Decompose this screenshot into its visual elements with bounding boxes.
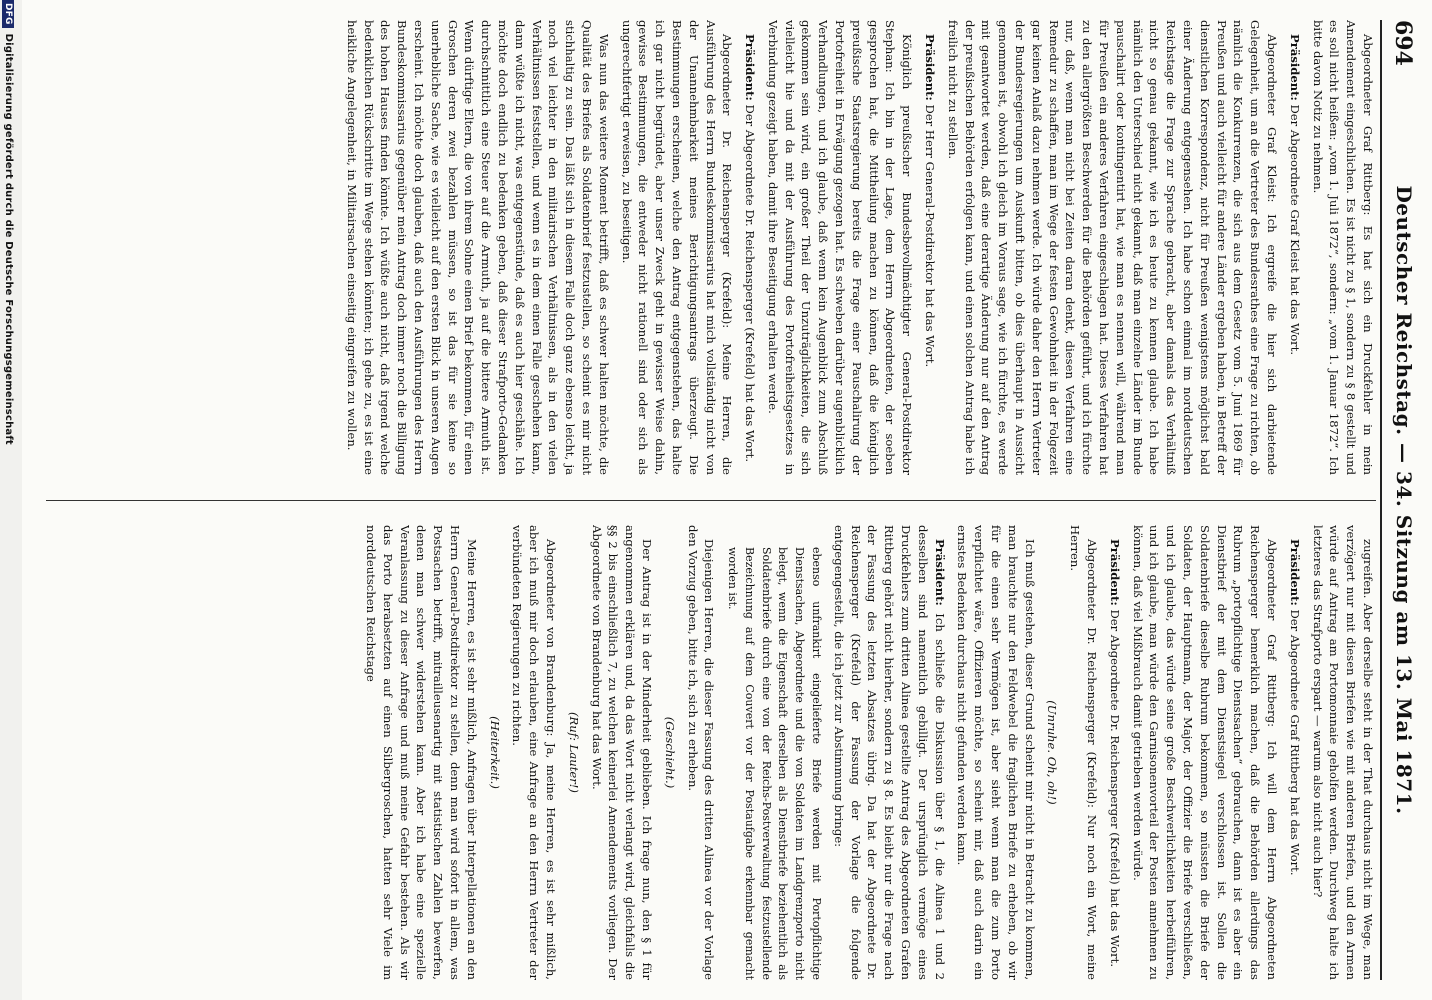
speech-paragraph [588,525,655,980]
left-column [46,20,1376,475]
speech-paragraph [1286,525,1303,980]
speech-paragraph [1309,525,1376,980]
speech-paragraph [1129,525,1280,980]
speech-paragraph [944,20,1280,475]
speech-text: Was nun das weitere Moment betrifft, daß es schwer halten möchte, die Qualität des Briefes als Soldatenbrief festzustellen, so scheint es mir nicht stichhaltig zu sein. Das läßt sich in diesem Falle doch ganz ebenso leicht, ja noch viel leichter in den militairischen Verhältnissen, als in den vielen Verhältnissen feststellen, und wenn es in dem einen Falle geschehen kann, dann wüßte ich nicht, was entgegenstünde, daß es auch hier geschähe. Ich möchte doch endlich zu bedenken geben, daß dieser Strafporto-Gedanken durchschnittlich eine Steuer auf die Armuth, ja auf die bittere Armuth ist. Wenn dürftige Eltern, die von ihrem Sohne einen Brief bekommen, für einen Groschen deren zwei bezahlen müssen, so ist das für sie keine so unerhebliche Sache, wie es vielleicht auf den ersten Blick in unseren Augen erscheint. Ich möchte doch glauben, daß auch den Ausführungen des Herrn Bundeskommissarius gegenüber mein Antrag doch immer noch die Billigung des hohen Hauses finden könnte. Ich wüßte auch nicht, daß irgend welche bedenklichen Rückschritte im Wege stehen könnten; ich gehe zu, es ist eine heikliche Angelegenheit, in Militairsachen einseitig eingreifen zu wollen. [344,20,611,475]
speech-text: Der Herr General-Postdirektor hat das Wort. [923,104,938,368]
speech-paragraph [362,525,480,980]
speech-paragraph [343,20,612,475]
speech-text: Der Antrag ist in der Minderheit geblieben. Ich frage nun, den § 1 für angenommen erklären und, da das Wort nicht verlangt wird, gleichfalls die §§ 2 bis einschließlich 7, zu welchen keinerlei Amendements vorliegen. Der Abgeordnete von Brandenburg hat das Wort. [589,525,654,980]
speech-paragraph [764,20,915,475]
speech-text: Königlich preußischer Bundesbevollmächtigter General-Postdirektor Stephan: Ich bin in der Lage, dem Herrn Abgeordneten, der soeben gesprochen hat, die Mittheilung machen zu können, daß die königlich preußische Staatsregierung bereits die Frage einer Pauschalirung der Portofreiheit in Erwägung gezogen hat. Es schweben darüber augenblicklich Verhandlungen, und ich glaube, daß wenn kein Augenblick zum Abschluß gekommen sein wird, ein großer Theil der Unzuträglichkeiten, die sich vielleicht hie und da mit der Ausführung des Portofreiheitsgesetzes in Verbindung gezeigt haben, damit ihre Beseitigung erhalten werde. [765,20,915,475]
speech-paragraph [1286,20,1303,475]
speaker-label: Präsident: [932,539,947,606]
speech-text: Abgeordneter Graf Rittberg: Es hat sich ein Druckfehler in mein Amendement eingeschlichen. Es ist nicht zu § 1, sondern zu § 8 gestellt und es soll nicht heißen: „vom 1. Juli 1872“, sondern: „vom 1. Januar 1872“. Ich bitte davon Notiz zu nehmen. [1310,20,1375,475]
dfg-logo: DFG [2,0,14,28]
stage-direction: (Ruf: Lauter!) [566,712,581,793]
speech-text: Abgeordneter Graf Rittberg: Ich will dem Herrn Abgeordneten Reichensperger bemerklich machen, daß die Behörden allerdings das Rubrum „portopflichtige Dienstsachen“ gebrauchen, dann ist es aber ein Dienstbrief der mit dem Dienstsiegel verschlossen ist. Sollen die Soldatenbriefe dieselbe Rubrum bekommen, so müssten die Briefe der Soldaten, der Hauptmann, der Major, der Offizier die Briefe verschließen, und ich glaube, das würde seine große Beschwerlichkeiten herbeiführen, und ich glaube, man würde den Garnisonenvorteil der Posten annehmen zu können, daß viel Mißbrauch damit getrieben werden würde. [1130,525,1280,980]
running-title: Deutscher Reichstag. — 34. Sitzung am 13. Mai 1871. [1392,185,1416,815]
stage-direction: (Geschieht.) [662,716,677,789]
speaker-label: Präsident: [743,34,758,101]
speech-text: Der Abgeordnete Graf Kleist hat das Wort. [1287,104,1302,356]
speech-text: Ich muß gestehen, dieser Grund scheint mir nicht in Betracht zu kommen, man brauchte nur den Feldwebel die fraglichen Briefe zu erheben, ob wir für die einen sehr Vermögen ist, aber sieht wenn man die zum Porto verpflichtet wäre, Offizieren möchte, so scheint mir, daß auch darin ein ernstes Bedenken durchaus nicht gefunden werden kann. [955,525,1037,980]
text-columns [46,20,1376,980]
speech-text: Der Abgeordnete Dr. Reichensperger (Krefeld) hat das Wort. [743,104,758,463]
right-column [46,525,1376,980]
speech-text: Der Abgeordnete Graf Rittberg hat das Wort. [1287,609,1302,876]
speech-paragraph [1309,20,1376,475]
speech-text: Meine Herren, es ist sehr mißlich, Anfragen über Interpellationen an den Herrn General-Postdirektor zu stellen, denn man wird sofort in allem, was Postsachen betrifft, mitrailleusenartig mit statistischen Zahlen bewerfen, denen man schwer widerstehen kann. Aber ich habe eine spezielle Veranlassung zu dieser Anfrage und muß meine Gefahr bestehen. Als wir das Porto herabsetzten auf einen Silbergroschen, hatten sehr Viele im norddeutschen Reichstage [363,525,479,980]
digitization-footer [0,0,14,1000]
speech-paragraph [1106,525,1123,980]
speech-paragraph [684,525,718,980]
footer-text: Digitalisierung gefördert durch die Deutsche Forschungsgemeinschaft [3,33,14,445]
page-header [1380,20,1422,980]
speech-paragraph [509,525,559,980]
speaker-label: Präsident: [1287,34,1302,101]
speech-paragraph [618,20,736,475]
speech-text: Ich schließe die Diskussion über § 1, die Alinea 1 und 2 desselben sind namentlich gebilligt. Der ursprünglich vermöge eines Druckfehlers zum dritten Alinea gestellte Antrag des Abgeordneten Grafen Rittberg gehört nicht hierher, sondern zu § 8. Es bleibt nur die Frage nach der Fassung des letzten Absatzes übrig. Da hat der Abgeordnete Dr. Reichensperger (Krefeld) der Fassung der Vorlage die folgende entgegengestellt, die ich jetzt zur Abstimmung bringe: [831,525,947,980]
speaker-label: Präsident: [923,34,938,101]
speech-paragraph [741,20,758,475]
speech-text: Diejenigen Herren, die dieser Fassung des dritten Alinea vor der Vorlage den Vorzug geben, bitte ich, sich zu erheben. [685,525,717,980]
motion-text: ebenso unfrankirt eingelieferte Briefe werden mit Portopflichtige Dienstsachen, Abgeordnete und die von Soldaten im Landgrenzporto nicht belegt, wenn die Eigenschaft derselben als Dienstbriefe beziehentlich als Soldatenbriefe durch eine von der Reichs-Postverwaltung festzustellende Bezeichnung auf dem Couvert vor der Postaufgabe erkennbar gemacht worden ist. [726,547,824,980]
speech-text: Abgeordneter von Brandenburg: Ja, meine Herren, es ist sehr mißlich, aber ich muß mir doch erlauben, eine Anfrage an den Herrn Vertreter der verbündeten Regierungen zu richten. [510,525,558,980]
speaker-label: Präsident: [1107,539,1122,606]
stage-direction: (Unruhe. Oh, oh!) [1045,700,1060,805]
page-number: 694 [1390,20,1416,66]
speech-text: Abgeordneter Dr. Reichensperger (Krefeld): Nur noch ein Wort, meine Herren. [1068,525,1100,980]
speech-text: Abgeordneter Dr. Reichensperger (Krefeld): Meine Herren, die Ausführung des Herrn Bundeskommissarius hat mich vollständig nicht von der Unannehmbarkeit meines Berichtigungsantrags überzeugt. Die Bestimmungen erscheinen, welche den Antrag entgegenstehen, das halte ich gar nicht begründet, aber unser Zweck geht in gewisser Weise dahin, gewisse Bestimmungen, die entweder nicht rationell sind oder sich als ungerechtfertigt erweisen, zu beseitigen. [619,20,735,475]
column-divider [46,500,1376,501]
stage-direction: (Heiterkeit.) [487,716,502,789]
speech-paragraph [830,525,948,980]
speaker-label: Präsident: [1287,539,1302,606]
speech-paragraph [954,525,1038,980]
speech-paragraph [1066,525,1100,980]
speech-text: Der Abgeordnete Dr. Reichensperger (Krefeld) hat das Wort. [1107,609,1122,968]
speech-paragraph [921,20,938,475]
speech-text: zugreifen. Aber derselbe steht in der That durchaus nicht im Wege, man verzögert nur mit diesen Briefen wie mit anderen Briefen, und den Armen würde auf Antrag am Portomonnaie geholfen werden. Durchweg halte ich letzteres das Strafporto erspart — warum also nicht auch hier? [1310,525,1375,980]
speech-text: Abgeordneter Graf Kleist: Ich ergreife die hier sich darbietende Gelegenheit, um an die Vertreter des Bundesrathes eine Frage zu richten, ob nämlich die Konkurrenzen, die sich aus dem Gesetz vom 5. Juni 1869 für Preußen und auch vielleicht für andere Länder ergeben haben, in Betreff der dienstlichen Korrespondenz, nicht für Preußen wenigstens möglichst bald einer Änderung entgegensehen. Ich habe schon einmal im norddeutschen Reichstage die Frage zur Sprache gebracht, aber damals das Verhältniß nicht so genau gekannt, wie ich es heute zu kennen glaube. Ich habe nämlich den Unterschied nicht gekannt, daß man einzelne Länder im Bunde pauschalirt oder kontingentirt hat, wie man es nennen will, während man für Preußen ein anderes Verfahren eingeschlagen hat. Dieses Verfahren hat zu den allergrößten Beschwerden für die Behörden geführt, und ich fürchte nur, daß, wenn man nicht bei Zeiten daran denkt, diesen Verfahren eine Remedur zu schaffen, man im Wege der festen Gewohnheit in der Folgezeit gar keinen Anlaß dazu nehmen werde. Ich würde daher den Herrn Vertreter der Bundesregierungen um Auskunft bitten, ob dies überhaupt in Aussicht genommen ist, obwohl ich gleich im Voraus sage, wie ich fürchte, es werde mit geantwortet werden, daß eine derartige Änderung nur auf den Antrag der preußischen Behörden erfolgen kann, und einen solchen Antrag habe ich freilich nicht zu stellen. [945,20,1280,475]
